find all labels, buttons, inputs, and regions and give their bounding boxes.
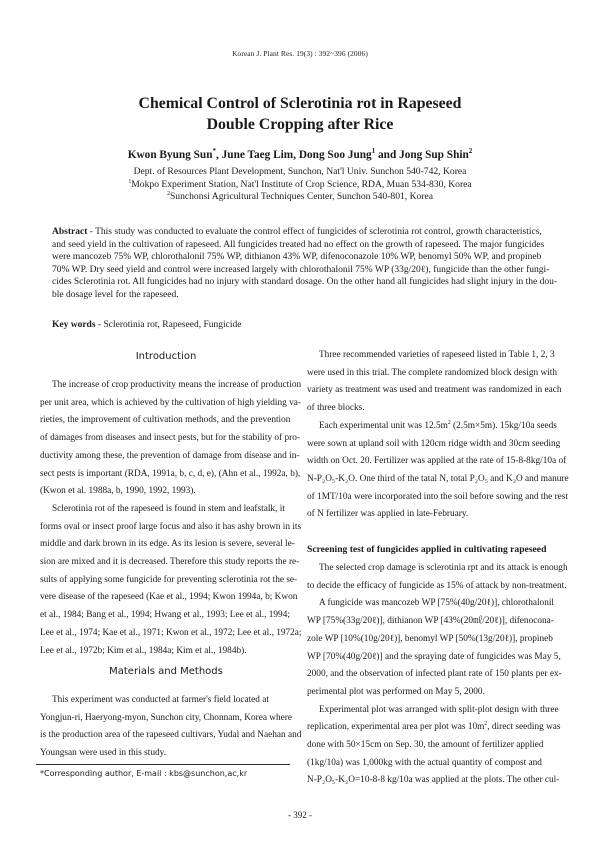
plot-text-a: replication, experimental area per plot was 10m bbox=[307, 722, 485, 733]
body-line: Lee et al., 1972b; Kim et al., 1984a; Kim et al., 1984b). bbox=[40, 645, 247, 656]
abstract-line: cides Sclerotinia rot. All fungicides had no injury with standard dosage. On the other hand all fungicides had slight injury in the dou- bbox=[52, 277, 557, 287]
body-line: The selected crop damage is sclerotinia rpt and its attack is enough bbox=[319, 563, 568, 573]
body-line: (Kwon et al. 1988a, b, 1990, 1992, 1993). bbox=[40, 486, 196, 497]
body-line: WP [70%(40g/20ℓ)] and the spraying date of fungicides was May 5, bbox=[307, 651, 561, 662]
body-line bbox=[307, 418, 563, 436]
body-line: middle and dark brown in its edge. As its lesion is severe, several le- bbox=[40, 539, 295, 550]
footnote-divider bbox=[36, 764, 290, 765]
body-line: A fungicide was mancozeb WP [75%(40g/20ℓ)], chlorothalonil bbox=[319, 598, 555, 609]
body-line: per unit area, which is achieved by the cultivation of high yielding va- bbox=[40, 397, 302, 408]
body-line: perimental plot was performed on May 5, 2000. bbox=[307, 686, 485, 697]
body-line: Lee et al., 1974; Kae et al., 1971; Kwon et al., 1972; Lee et al., 1972a; bbox=[40, 627, 302, 638]
unit-text-a: Each experimental unit was 12.5m bbox=[319, 420, 448, 431]
methods-continued-text bbox=[307, 347, 569, 524]
body-line: Sclerotinia rot of the rapeseed is found in stem and leafstalk, it bbox=[52, 503, 285, 514]
abstract-line: 70% WP. Dry seed yield and control were increased largely with chlorothalonil 75% WP (33g/20ℓ), fungicide than the other fungi- bbox=[52, 264, 550, 275]
body-line: were sown at upland soil with 120cm ridge width and 30cm seeding bbox=[307, 438, 561, 449]
body-line: rieties, the improvement of cultivation methods, and the prevention bbox=[40, 415, 291, 426]
body-line: Experimental plot was arranged with split-plot design with three bbox=[319, 704, 559, 715]
affiliation-line-3 bbox=[0, 191, 600, 204]
keywords bbox=[52, 320, 554, 330]
body-line: WP [75%(33g/20ℓ)], dithianon WP [43%(20㎖/20ℓ)], difenocona- bbox=[307, 616, 554, 627]
abstract-line: ble dosage level for the rapeseed. bbox=[52, 289, 179, 300]
methods-text bbox=[40, 692, 302, 763]
introduction-heading: Introduction bbox=[135, 351, 197, 362]
body-line: to decide the efficacy of fungicide as 15% of attack by non-treatment. bbox=[307, 580, 567, 591]
body-line: et al., 1984; Bang et al., 1994; Hwang et al., 1993; Lee et al., 1994; bbox=[40, 610, 290, 621]
body-line: forms oval or insect proof large focus and also it has ashy brown in its bbox=[40, 521, 302, 532]
abstract-label: Abstract bbox=[52, 227, 88, 237]
unit-text-b: (2.5m×5m). 15kg/10a seeds bbox=[450, 420, 557, 431]
body-line: N-P₂O₅-K₂O. One third of the tatal N, total P₂O₅ and K₂O and manure bbox=[307, 473, 569, 484]
body-line: sion are mixed and it is decreased. Therefore this study reports the re- bbox=[40, 557, 300, 568]
body-line: ductivity among these, the prevention of damage from disease and in- bbox=[40, 450, 300, 461]
body-line: of three blocks. bbox=[307, 403, 365, 414]
body-line: Three recommended varieties of rapeseed listed in Table 1, 2, 3 bbox=[319, 350, 555, 360]
body-line: width on Oct. 20. Fertilizer was applied at the rate of 15-8-8kg/10a of bbox=[307, 456, 567, 467]
body-line: is the production area of the rapeseed cultivars, Yudal and Naehan and bbox=[40, 730, 302, 741]
methods-heading: Materials and Methods bbox=[109, 666, 223, 677]
title-line-1: Chemical Control of Sclerotinia rot in Rapeseed bbox=[138, 95, 462, 112]
affiliation-line-1: Dept. of Resources Plant Development, Sunchon, Nat'l Univ. Sunchon 540-742, Korea bbox=[133, 166, 467, 177]
body-line: sect pests is important (RDA, 1991a, b, c, d, e), (Ahn et al., 1992a, b), bbox=[40, 468, 301, 479]
journal-citation: Korean J. Plant Res. 19(3) : 392~396 (2006) bbox=[232, 49, 368, 58]
keywords-label: Key words bbox=[52, 320, 96, 330]
abstract-line bbox=[52, 226, 554, 239]
body-line: Youngsan were used in this study. bbox=[40, 748, 167, 759]
author-text-2: , June Taeg Lim, Dong Soo Jung bbox=[216, 149, 372, 161]
body-line: of N fertilizer was applied in late-February. bbox=[307, 509, 469, 520]
abstract-text: - This study was conducted to evaluate the control effect of fungicides of sclerotinia rot control, growth characteristics, bbox=[87, 227, 542, 237]
body-line: were used in this trial. The complete randomized block design with bbox=[307, 367, 558, 378]
body-line: 2000, and the observation of infected plant rate of 150 plants per ex- bbox=[307, 669, 562, 680]
affiliation-text-2: Mokpo Experiment Station, Nat'l Institute of Crop Science, RDA, Muan 534-830, Korea bbox=[131, 178, 472, 190]
author-text-3: and Jong Sup Shin bbox=[375, 149, 469, 161]
body-line: of 1MT/10a were incorporated into the soil before sowing and the rest bbox=[307, 491, 569, 502]
body-line: zole WP [10%(10g/20ℓ)], benomyl WP [50%(13g/20ℓ)], propineb bbox=[307, 633, 553, 644]
body-line: of damages from diseases and insect pests, but for the stability of pro- bbox=[40, 433, 300, 444]
screening-subheading: Screening test of fungicides applied in cultivating rapeseed bbox=[307, 544, 547, 555]
affiliation-text-3: Sunchonsi Agricultural Techniques Center, Sunchon 540-801, Korea bbox=[169, 191, 434, 203]
body-line: vere disease of the rapeseed (Kae et al., 1994; Kwon 1994a, b; Kwon bbox=[40, 592, 298, 603]
title-line-2: Double Cropping after Rice bbox=[206, 116, 394, 133]
corresponding-mark: * bbox=[212, 147, 216, 156]
abstract-line: and seed yield in the cultivation of rapeseed. All fungicides treated had no effect on the growth of rapeseed. The major fungicides bbox=[52, 239, 545, 250]
squared-mark: 2 bbox=[484, 721, 488, 728]
affiliation-mark-2: 2 bbox=[468, 147, 473, 156]
screening-text bbox=[307, 560, 568, 790]
body-line: variety as treatment was used and treatment was randomized in each bbox=[307, 385, 562, 396]
squared-mark: 2 bbox=[447, 419, 451, 426]
plot-text-b: , direct seeding was bbox=[487, 722, 561, 733]
page-number: - 392 - bbox=[288, 810, 312, 820]
author-list bbox=[0, 149, 600, 161]
body-line: N-P₂O₅-K₂O=10-8-8 kg/10a was applied at the plots. The other cul- bbox=[307, 775, 560, 786]
introduction-text bbox=[40, 377, 302, 660]
abstract bbox=[52, 226, 557, 301]
body-line: sults of applying some fungicide for preventing sclerotinia rot the se- bbox=[40, 574, 298, 585]
affiliation-sup-1: 1 bbox=[128, 178, 132, 185]
body-line: This experiment was conducted at farmer's field located at bbox=[52, 695, 269, 705]
abstract-line: were mancozeb 75% WP, chlorothalonil 75% WP, dithianon 43% WP, difenoconazole 10% WP, benomyl 50% WP, and propineb bbox=[52, 252, 542, 262]
body-line: done with 50×15cm on Sep. 30, the amount of fertilizer applied bbox=[307, 740, 544, 751]
affiliations bbox=[0, 166, 600, 204]
body-line bbox=[307, 719, 563, 737]
body-line: Yongjun-ri, Haeryong-myon, Sunchon city, Chonnam, Korea where bbox=[40, 712, 293, 723]
body-line: The increase of crop productivity means the increase of production bbox=[52, 380, 302, 390]
paper-title bbox=[0, 93, 600, 135]
keywords-text: - Sclerotinia rot, Rapeseed, Fungicide bbox=[95, 320, 242, 330]
author-text-1: Kwon Byung Sun bbox=[127, 149, 213, 161]
corresponding-author-footnote: *Corresponding author, E-mail : kbs@sunchon,ac,kr bbox=[40, 769, 248, 778]
affiliation-sup-2: 2 bbox=[166, 191, 170, 197]
affiliation-line-2 bbox=[0, 179, 600, 192]
body-line: (1kg/10a) was 1,000kg with the actual quantity of compost and bbox=[307, 757, 542, 768]
affiliation-mark-1: 1 bbox=[371, 147, 376, 156]
